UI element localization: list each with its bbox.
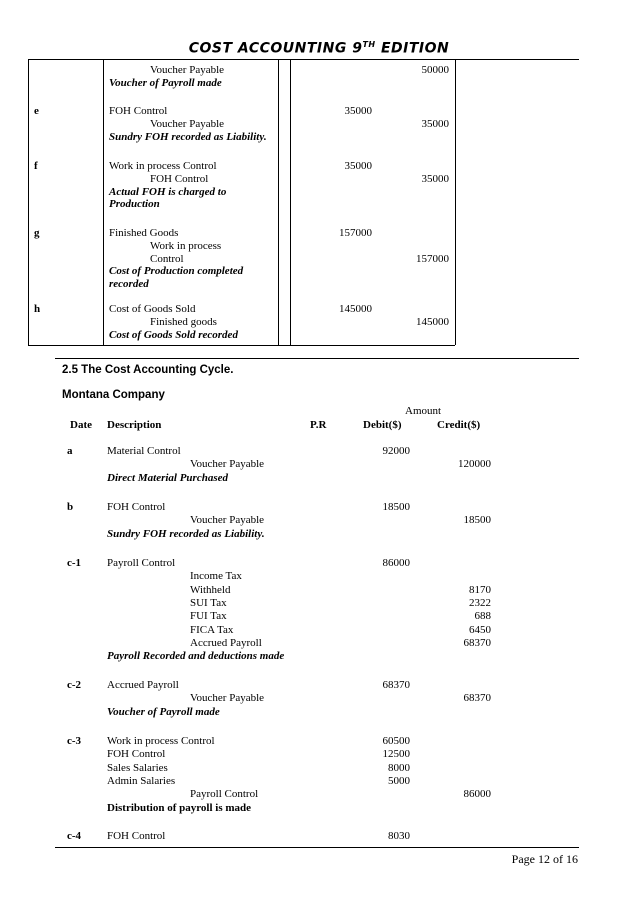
debit-amount: 68370	[382, 679, 410, 691]
section-rule	[55, 358, 579, 359]
column-header-pr: P.R	[310, 419, 327, 431]
debit-amount: 92000	[382, 445, 410, 457]
credit-amount: 50000	[421, 64, 449, 76]
column-header-credit: Credit($)	[437, 419, 481, 431]
credit-amount: 68370	[463, 636, 491, 649]
entry-letter: g	[34, 227, 40, 239]
entry-description: FUI Tax	[190, 610, 227, 623]
entry-description: Work in process	[150, 239, 222, 252]
credit-amount: 2322	[469, 596, 491, 609]
entry-description: Voucher Payable	[150, 64, 225, 76]
debit-amount: 5000	[388, 774, 410, 787]
entry-description: Payroll Recorded and deductions made	[107, 650, 285, 663]
entry-description: Sundry FOH recorded as Liability.	[107, 527, 265, 540]
entry-description: Work in process Control	[107, 735, 215, 747]
entry-description: Material Control	[107, 445, 181, 457]
column-header-debit: Debit($)	[363, 419, 402, 431]
entry-description: FOH Control	[107, 501, 166, 513]
entry-description: Admin Salaries	[107, 774, 176, 787]
entry-description: Cost of Goods Sold recorded	[109, 328, 238, 341]
entry-description: Voucher of Payroll made	[107, 705, 220, 718]
debit-amount: 35000	[344, 105, 372, 117]
entry-description: Actual FOH is charged to	[109, 185, 227, 198]
table-column-divider	[103, 59, 104, 345]
entry-description: Work in process Control	[109, 160, 217, 172]
entry-description: FOH Control	[107, 748, 166, 761]
entry-description: FOH Control	[109, 105, 168, 117]
debit-amount: 157000	[339, 227, 372, 239]
entry-date: c-1	[67, 557, 82, 569]
entry-description: Voucher Payable	[150, 117, 225, 130]
debit-amount: 8000	[388, 761, 410, 774]
entry-description: SUI Tax	[190, 596, 227, 609]
section-heading: 2.5 The Cost Accounting Cycle.	[62, 364, 234, 376]
entry-description: Voucher Payable	[190, 692, 265, 705]
amount-label: Amount	[405, 405, 442, 417]
entry-description: Income Tax	[190, 570, 242, 583]
entry-description: FOH Control	[150, 172, 209, 185]
entry-description: Voucher of Payroll made	[109, 76, 222, 89]
page-number: Page 12 of 16	[511, 852, 578, 866]
debit-amount: 18500	[382, 501, 410, 513]
credit-amount: 8170	[469, 583, 491, 596]
entry-description: Accrued Payroll	[107, 679, 179, 691]
debit-amount: 35000	[344, 160, 372, 172]
entry-description: Finished Goods	[109, 227, 179, 239]
entry-description: Payroll Control	[190, 788, 259, 801]
credit-amount: 688	[474, 610, 491, 623]
entry-description: Cost of Production completed	[109, 265, 244, 278]
entry-date: c-3	[67, 735, 82, 747]
company-name: Montana Company	[62, 389, 165, 401]
table-column-divider	[278, 59, 279, 345]
entry-letter: e	[34, 105, 39, 117]
table-border-left	[28, 59, 29, 345]
credit-amount: 6450	[469, 623, 491, 636]
debit-amount: 145000	[339, 303, 372, 315]
column-header-date: Date	[70, 419, 92, 431]
table-column-divider	[290, 59, 291, 345]
entry-description: recorded	[109, 278, 149, 291]
credit-amount: 18500	[463, 514, 491, 527]
credit-amount: 145000	[416, 315, 449, 328]
entry-description: Withheld	[190, 583, 231, 596]
entry-description: Production	[109, 198, 160, 211]
credit-amount: 68370	[463, 692, 491, 705]
footer-rule	[55, 847, 579, 848]
credit-amount: 35000	[421, 172, 449, 185]
debit-amount: 12500	[382, 748, 410, 761]
entry-description: Voucher Payable	[190, 458, 265, 471]
entry-letter: h	[34, 303, 41, 315]
entry-description: Direct Material Purchased	[107, 471, 228, 484]
entry-date: c-4	[67, 830, 82, 842]
debit-amount: 8030	[388, 830, 410, 842]
entry-description: Payroll Control	[107, 557, 176, 569]
debit-amount: 86000	[382, 557, 410, 569]
column-header-description: Description	[107, 419, 162, 431]
table-bottom-rule	[28, 345, 455, 346]
entry-date: b	[67, 501, 74, 513]
page-header-title: COST ACCOUNTING 9TH EDITION	[188, 40, 450, 57]
entry-description: Cost of Goods Sold	[109, 303, 196, 315]
entry-description: FICA Tax	[190, 623, 234, 636]
entry-description: Voucher Payable	[190, 514, 265, 527]
entry-description: Sundry FOH recorded as Liability.	[109, 130, 267, 143]
header-rule	[28, 59, 579, 60]
credit-amount: 86000	[463, 788, 491, 801]
entry-description: Control	[150, 252, 184, 265]
entry-date: c-2	[67, 679, 82, 691]
entry-letter: f	[34, 160, 38, 172]
entry-description: Finished goods	[150, 315, 217, 328]
table-column-divider	[455, 59, 456, 345]
entry-description: Sales Salaries	[107, 761, 168, 774]
entry-date: a	[67, 445, 73, 457]
debit-amount: 60500	[382, 735, 410, 747]
credit-amount: 35000	[421, 117, 449, 130]
credit-amount: 157000	[416, 252, 449, 265]
entry-description: Accrued Payroll	[190, 636, 262, 649]
entry-description: Distribution of payroll is made	[107, 801, 252, 814]
credit-amount: 120000	[458, 458, 491, 471]
entry-description: FOH Control	[107, 830, 166, 842]
